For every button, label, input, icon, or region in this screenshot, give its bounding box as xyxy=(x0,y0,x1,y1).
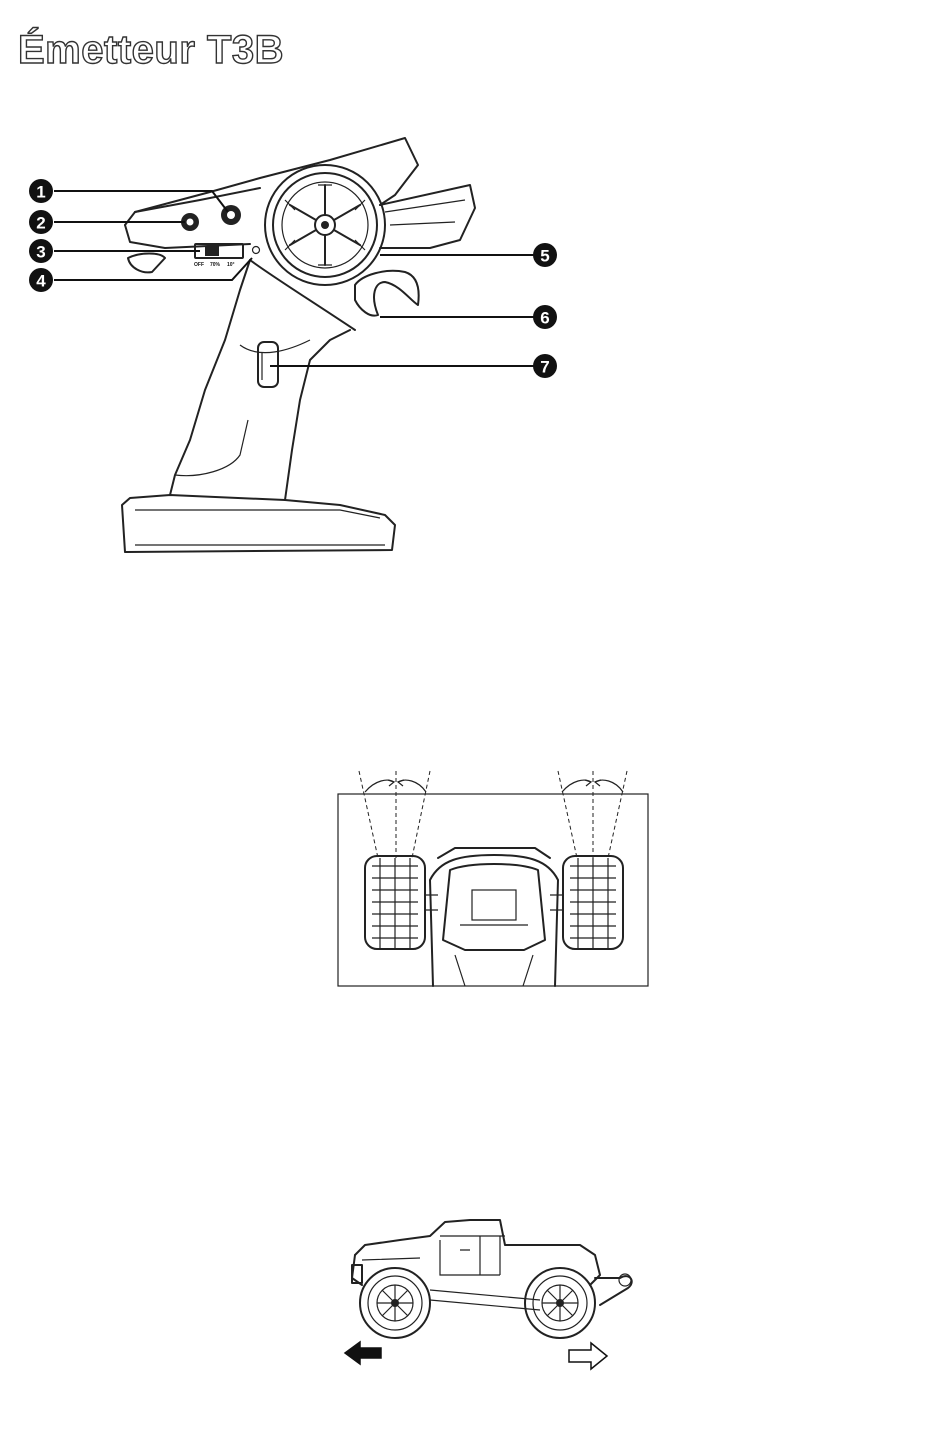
svg-text:5: 5 xyxy=(540,246,550,266)
svg-text:4: 4 xyxy=(36,271,46,291)
callout-badge-3 xyxy=(29,239,53,263)
throttle-trigger xyxy=(355,271,419,316)
callout-badge-2 xyxy=(29,210,53,234)
callout-badge-4 xyxy=(29,268,53,292)
arrow-right-icon xyxy=(569,1343,607,1369)
arrow-left-icon xyxy=(345,1342,381,1364)
page-title: Émetteur T3B xyxy=(18,28,285,72)
callout-lines xyxy=(54,191,534,366)
callout-badge-5 xyxy=(533,243,557,267)
transmitter-illustration xyxy=(122,138,475,552)
truck-top-view xyxy=(338,771,648,986)
callout-badge-6 xyxy=(533,305,557,329)
switch-label-10: 10° xyxy=(227,262,235,268)
steering-wheel xyxy=(265,165,385,285)
arrow-right-outline xyxy=(569,1343,607,1369)
grip-recess xyxy=(258,342,278,387)
svg-text:1: 1 xyxy=(36,182,46,202)
switch-label-off: OFF xyxy=(194,262,204,268)
switch-label-70: 70% xyxy=(210,262,221,268)
svg-text:3: 3 xyxy=(36,242,46,262)
callout-badge-7 xyxy=(533,354,557,378)
svg-text:6: 6 xyxy=(540,308,550,328)
svg-text:2: 2 xyxy=(36,213,46,233)
arrow-left-filled xyxy=(345,1342,381,1364)
front-wheel xyxy=(360,1268,430,1338)
switch-slider xyxy=(205,246,219,256)
led-indicator xyxy=(253,247,260,254)
callout-badge-1 xyxy=(29,179,53,203)
truck-side-view xyxy=(352,1220,632,1338)
svg-text:7: 7 xyxy=(540,357,550,377)
rear-wheel xyxy=(525,1268,595,1338)
